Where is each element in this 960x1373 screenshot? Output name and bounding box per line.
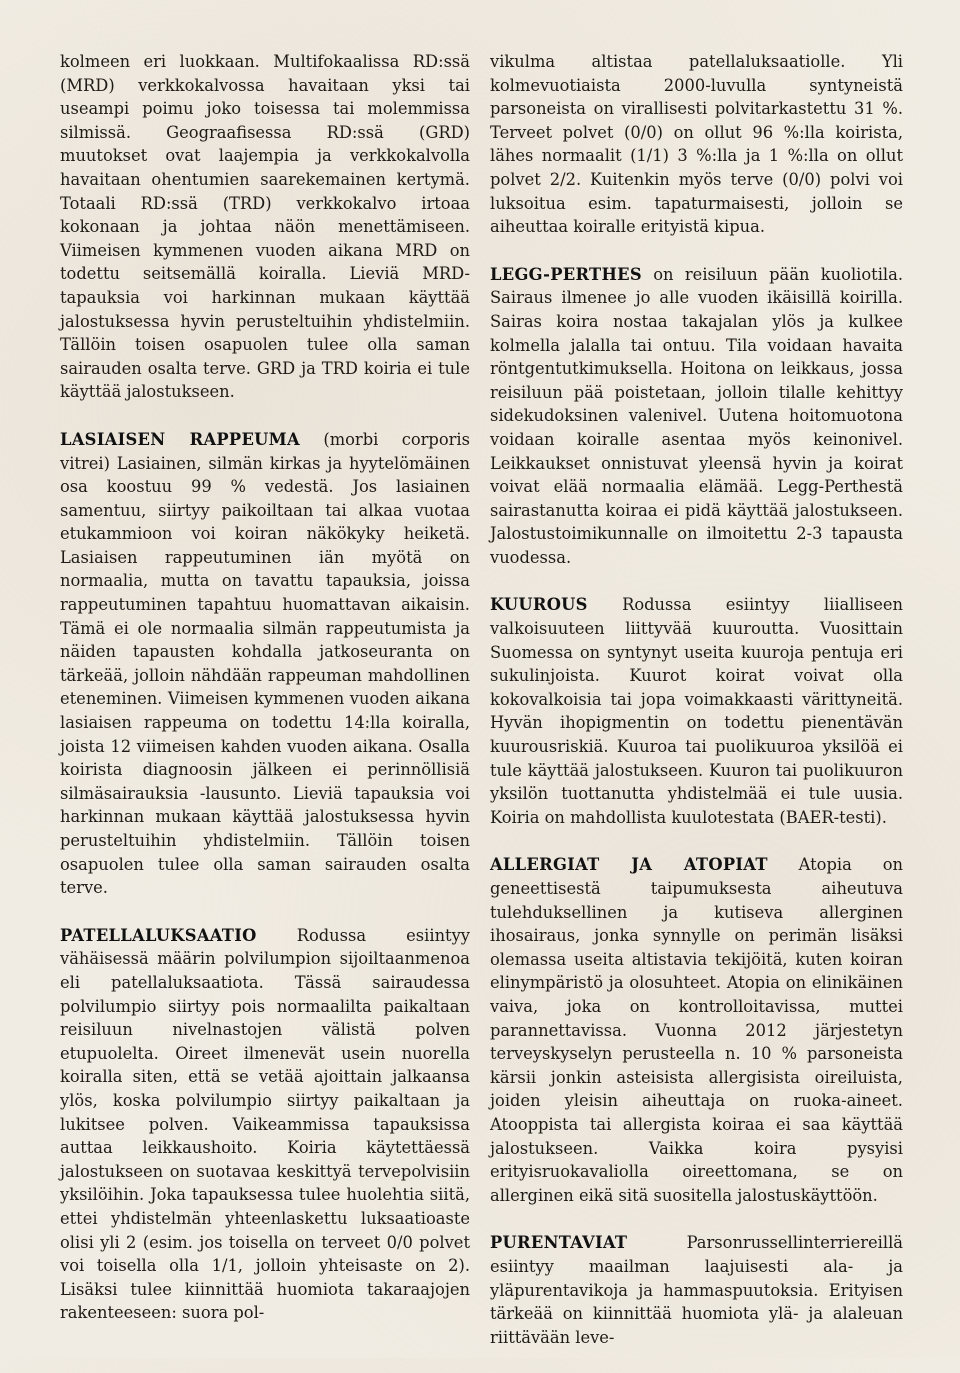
paragraph-text: kolmeen eri luokkaan. Multifokaalissa RD:ssä (MRD) verkkokalvossa havaitaan yksi tai useampi poimu joko toisessa tai molemmissa silmissä. Geograafisessa RD:ssä (GRD) muutokset ovat laajempia ja verkkokalvolla havaitaan ohentumien saarekemainen kertymä. Totaali RD:ssä (TRD) verkkokalvo irtoaa kokonaan ja johtaa näön menettämiseen. Viimeisen kymmenen vuoden aikana MRD on todettu seitsemällä koiralla. Lieviä MRD-tapauksia voi harkinnan mukaan käyttää jalostuksessa hyvin perusteltuihin yhdistelmiin. Tällöin toisen osapuolen tulee olla saman sairauden osalta terve. GRD ja TRD koiria ei tule käyttää jalostukseen. (60, 52, 470, 402)
paragraph-patellar-luxation (60, 924, 470, 1325)
section-heading-vitreous: LASIAISEN RAPPEUMA (60, 429, 300, 449)
paragraph-text: vikulma altistaa patellaluksaatiolle. Yli kolmevuotiaista 2000-luvulla syntyneistä parsoneista on virallisesti polvitarkastettu 31 %. Terveet polvet (0/0) on ollut 96 %:lla koirista, lähes normaalit (1/1) 3 %:lla ja 1 %:lla on ollut polvet 2/2. Kuitenkin myös terve (0/0) polvi voi luksoitua esim. tapaturmaisesti, jolloin se aiheuttaa koiralle erityistä kipua. (490, 52, 903, 237)
paragraph-text: Atopia on geneettisestä taipumuksesta aiheutuva tulehduksellinen ja kutiseva allerginen ihosairaus, jonka synnylle on perimän lisäksi olemassa useita altistavia tekijöitä, kuten koiran elinympäristö ja olosuhteet. Atopia on elinikäinen vaiva, joka on kontrolloitavissa, muttei parannettavissa. Vuonna 2012 järjestetyn terveyskyselyn perusteella n. 10 % parsoneista kärsii jonkin asteisista allergisista oireiluista, joiden yleisin aiheuttaja on ruoka-aineet. Atooppista tai allergista koiraa ei saa käyttää jalostukseen. Vaikka koira pysyisi erityisruokavaliolla oireettomana, se on allerginen eikä sitä suositella jalostuskäyttöön. (490, 855, 903, 1205)
section-heading-deafness: KUUROUS (490, 595, 588, 615)
paragraph-bite-defects (490, 1231, 909, 1349)
section-heading-patella: PATELLALUKSAATIO (60, 925, 257, 945)
paragraph-retinal-dysplasia (60, 50, 470, 404)
paragraph-text: (morbi corporis vitrei) Lasiainen, silmän kirkas ja hyytelömäinen osa koostuu 99 % vedestä. Jos lasiainen samentuu, siirtyy paikoiltaan tai alkaa vuotaa etukammioon voi koiran näkökyky heiketä. Lasiaisen rappeutuminen iän myötä on normaalia, mutta on tavattu tapauksia, joissa rappeutuminen tapahtuu huomattavan aikaisin. Tämä ei ole normaalia silmän rappeutumista ja näiden tapausten kohdalla jatkoseuranta on tärkeää, jolloin nähdään rappeuman mahdollinen eteneminen. Viimeisen kymmenen vuoden aikana lasiaisen rappeuma on todettu 14:lla koiralla, joista 12 viimeisen kahden vuoden aikana. Osalla koirista diagnoosin jälkeen ei perinnöllisiä silmäsairauksia -lausunto. Lieviä tapauksia voi harkinnan mukaan käyttää jalostuksessa hyvin perusteltuihin yhdistelmiin. Tällöin toisen osapuolen tulee olla saman sairauden osalta terve. (60, 429, 470, 898)
right-column (490, 50, 909, 1373)
paragraph-text: Parsonrussellinterriereillä esiintyy maailman laajuisesti ala- ja yläpurentavikoja ja hammaspuutoksia. Erityisen tärkeää on kiinnittää huomiota ylä- ja alaleuan riittävään leve- (490, 1233, 909, 1347)
paragraph-legg-perthes (490, 263, 903, 570)
paragraph-patella-continued (490, 50, 903, 239)
paragraph-text: on reisiluun pään kuoliotila. Sairaus ilmenee jo alle vuoden ikäisillä koirilla. Sairas koira nostaa takajalan ylös ja kulkee kolmella jalalla tai ontuu. Tila voidaan havaita röntgentutkimuksella. Hoitona on leikkaus, jossa reisiluun pää poistetaan, jolloin tilalle kehittyy sidekudoksinen valenivel. Uutena hoitomuotona voidaan koiralle asentaa myös keinonivel. Leikkaukset onnistuvat yleensä hyvin ja koirat voivat elää normaalia elämää. Legg-Perthestä sairastanutta koiraa ei pidä käyttää jalostukseen. Jalostustoimikunnalle on ilmoitettu 2-3 tapausta vuodessa. (490, 264, 903, 567)
section-heading-allergies: ALLERGIAT JA ATOPIAT (490, 855, 768, 875)
paragraph-vitreous-degeneration (60, 428, 470, 900)
section-heading-bite-defects: PURENTAVIAT (490, 1233, 628, 1253)
paragraph-allergies (490, 853, 903, 1207)
paragraph-text: Rodussa esiintyy vähäisessä määrin polvilumpion sijoiltaanmenoa eli patellaluksaatiota. Tässä sairaudessa polvilumpio siirtyy pois normaalilta paikaltaan reisiluun nivelnastojen välistä polven etupuolelta. Oireet ilmenevät usein nuorella koiralla siten, että se vetää ajoittain jalkaansa ylös, koska polvilumpio siirtyy paikaltaan ja lukitsee polven. Vaikeammissa tapauksissa auttaa leikkaushoito. Koiria käytettäessä jalostukseen on suotavaa keskittyä tervepolvisiin yksilöihin. Joka tapauksessa tulee huolehtia siitä, ettei yhdistelmän yhteenlaskettu luksaatioaste olisi yli 2 (esim. jos toisella on terveet 0/0 polvet voi toisella olla 1/1, jolloin yhteisaste on 2). Lisäksi tulee kiinnittää huomiota takaraajojen rakenteeseen: suora pol- (60, 925, 470, 1323)
paragraph-deafness (490, 593, 903, 829)
left-column (60, 50, 470, 1349)
paragraph-text: Rodussa esiintyy liialliseen valkoisuuteen liittyvää kuuroutta. Vuosittain Suomessa on syntynyt useita kuuroja pentuja eri sukulinjoista. Kuurot koirat voivat olla kokovalkoisia tai jopa voimakkaasti värittyneitä. Hyvän ihopigmentin on todettu pienentävän kuurousriskiä. Kuuroa tai puolikuuroa yksilöä ei tule käyttää jalostukseen. Kuuron tai puolikuuron yksilön tuottanutta yhdistelmää ei tule uusia. Koiria on mahdollista kuulotestata (BAER-testi). (490, 595, 903, 827)
section-heading-legg-perthes: LEGG-PERTHES (490, 264, 642, 284)
